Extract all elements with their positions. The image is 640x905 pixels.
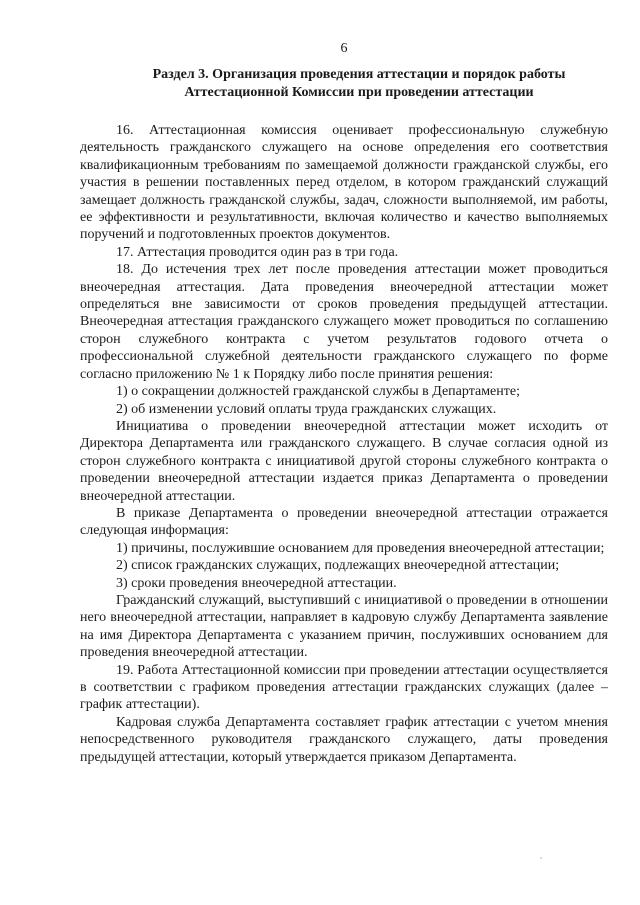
paragraph-18: 18. До истечения трех лет после проведения аттестации может проводиться внеочередная аттестация. Дата проведения внеочередной аттестации может определяться вне зависимости от сроков проведения предыдущей аттестации. Внеочередная аттестация гражданского служащего может проводиться по соглашению сторон служебного контракта с учетом результатов годового отчета о профессиональной служебной деятельности гражданского служащего по форме согласно приложению № 1 к Порядку либо после принятия решения: <box>80 262 608 382</box>
paragraph-initiative: Инициатива о проведении внеочередной аттестации может исходить от Директора Департамента или гражданского служащего. В случае согласия одной из сторон служебного контракта с инициативой другой стороны служебного контракта о проведении внеочередной аттестации издается приказ Департамента о проведении внеочередной аттестации. <box>80 418 608 504</box>
paragraph-order-info: В приказе Департамента о проведении внеочередной аттестации отражается следующая информация: <box>80 505 608 539</box>
list-item-order-2: 2) список гражданских служащих, подлежащих внеочередной аттестации; <box>116 558 560 574</box>
section-body <box>80 122 608 766</box>
scan-speck <box>540 857 542 859</box>
document-page <box>80 40 608 766</box>
list-item-order-1: 1) причины, послужившие основанием для проведения внеочередной аттестации; <box>116 540 605 556</box>
paragraph-19: 19. Работа Аттестационной комиссии при проведении аттестации осуществляется в соответствии с графиком проведения аттестации гражданских служащих (далее – график аттестации). <box>80 662 608 713</box>
page-number: 6 <box>340 41 348 56</box>
section-title-line-1: Раздел 3. Организация проведения аттестации и порядок работы <box>152 67 566 82</box>
section-title-line-2: Аттестационной Комиссии при проведении аттестации <box>184 85 534 100</box>
paragraph-16: 16. Аттестационная комиссия оценивает профессиональную служебную деятельность гражданского служащего на основе определения его соответствия квалификационным требованиям по замещаемой должности гражданской службы, его участия в решении поставленных перед отделом, в котором гражданский служащий замещает должность гражданской службы, задач, сложности выполняемой, им работы, ее эффективности и результативности, включая количество и качество выполняемых поручений и подготовленных проектов документов. <box>80 123 608 243</box>
paragraph-initiator: Гражданский служащий, выступивший с инициативой о проведении в отношении него внеочередной аттестации, направляет в кадровую службу Департамента заявление на имя Директора Департамента с указанием причин, послуживших основанием для проведения внеочередной аттестации. <box>80 592 608 661</box>
list-item-order-3: 3) сроки проведения внеочередной аттестации. <box>116 575 397 591</box>
paragraph-schedule: Кадровая служба Департамента составляет график аттестации с учетом мнения непосредственного руководителя гражданского служащего, даты проведения предыдущей аттестации, который утверждается приказом Департамента. <box>80 714 608 765</box>
section-title <box>80 66 608 102</box>
list-item-18-1: 1) о сокращении должностей гражданской службы в Департаменте; <box>116 384 520 400</box>
paragraph-17: 17. Аттестация проводится один раз в три года. <box>116 244 399 260</box>
list-item-18-2: 2) об изменении условий оплаты труда гражданских служащих. <box>116 401 497 417</box>
